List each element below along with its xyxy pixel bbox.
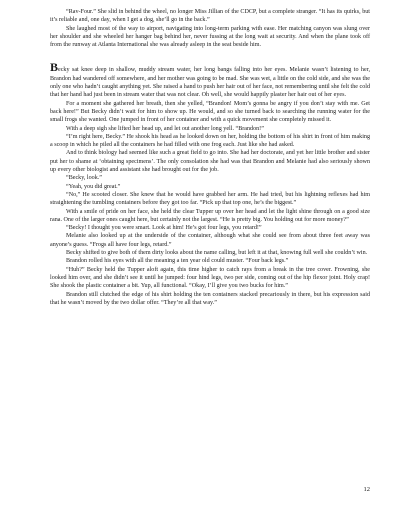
- chapter-opening-paragraph: [50, 60, 370, 99]
- paragraph: For a moment she gathered her breath, then she yelled, “Brandon! Mom’s gonna be angry if you don’t stay with me. Get back here!” But Becky didn’t wait for him to show up. He would, and so she turned back to searching the running water for the small frogs she wanted. One jumped in front of her container and with a quick movement she completely missed it.: [50, 100, 370, 124]
- paragraph: “No,” He scooted closer. She knew that he would have grabbed her arm. He had tried, but his lightning reflexes had him straightening the tumbling containers before they got too far. “Pick up that top one, he’s the biggest.”: [50, 191, 370, 207]
- paragraph: Melanie also looked up at the underside of the container, although what she could see from about three feet away was anyone’s guess. “Frogs all have four legs, retard.”: [50, 233, 370, 248]
- paragraph: With a smile of pride on her face, she held the clear Tupper up over her head and let the light shine through on a good size rana. One of the larger ones caught here, but certainly not the largest. “He is pretty big. You holding out for more money?”: [50, 208, 370, 223]
- paragraph: “Huh?” Becky held the Tupper aloft again, this time higher to catch rays from a break in the tree cover. Frowning, she looked him over, and she didn’t see it until he jumped: four hind legs, two per side, coming out of the hip flexor joint. Holy crap! She shook the plastic container a bit. Yup, all functional. “Okay, I’ll give you two bucks for him.”: [50, 266, 370, 290]
- paragraph: “Becky, look.”: [66, 175, 102, 182]
- drop-cap: B: [50, 60, 59, 75]
- paragraph: Becky shifted to give both of them dirty looks about the name calling, but left it at that, knowing full well she couldn’t win.: [66, 250, 368, 257]
- paragraph: Brandon rolled his eyes with all the meaning a ten year old could muster. “Four back legs.”: [66, 258, 289, 265]
- section-break: [50, 49, 370, 63]
- opening-text: ecky sat knee deep in shallow, muddy stream water, her long bangs falling into her eyes. Melanie wasn’t listening to her, Brandon had wandered off somewhere, and her mother was going to be mad. She was wet, a little on the cold side, and she was the only one who hadn’t caught anything yet. She raised a hand to push her hair out of her face, not remembering until she felt the cold that her hand had just been in stream water that was not clear. Oh well, she would happily plaster her hair out of her eyes.: [50, 67, 370, 99]
- paragraph: “I’m right here, Becky.” He shook his head as he looked down on her, holding the bottom of his shirt in front of him making a scoop in which he piled all the containers he had filled with one frog each. Just like she had asked.: [50, 133, 370, 149]
- page-number: 12: [363, 486, 370, 493]
- paragraph: “Rav-Four.” She slid in behind the wheel, no longer Miss Jillian of the CDCP, but a complete stranger. “It has its quirks, but it’s reliable and, one day, when I get a dog, she’ll go in the back.”: [50, 9, 370, 24]
- paragraph: “Becky! I thought you were smart. Look at him! He’s got four legs, you retard!”: [66, 225, 262, 232]
- paragraph: With a deep sigh she lifted her head up, and let out another long yell. “Brandon!”: [66, 125, 264, 132]
- paragraph: She laughed most of the way to airport, navigating into long-term parking with ease. Her matching canyon was slung over her shoulder and she wheeled her hanger bag behind her, never fussing at the long wait at security. And when the plane took off from the runway at Atlanta International she was already asleep in the seat beside him.: [50, 25, 370, 49]
- paragraph: Brandon still clutched the edge of his shirt holding the ten containers stacked precariously in there, but his expression said that he wasn’t moved by the two dollar offer. “They’re all that way.”: [50, 291, 370, 306]
- paragraph: “Yeah, you did great.”: [66, 183, 121, 190]
- paragraph: And to think biology had seemed like such a great field to go into. She had her doctorate, and yet her little brother and sister put her to shame at ‘obtaining specimens’. The only consolation she had was that Brandon and Melanie had also seriously shown up every other biologist and assistant she had brought out for the job.: [50, 150, 370, 174]
